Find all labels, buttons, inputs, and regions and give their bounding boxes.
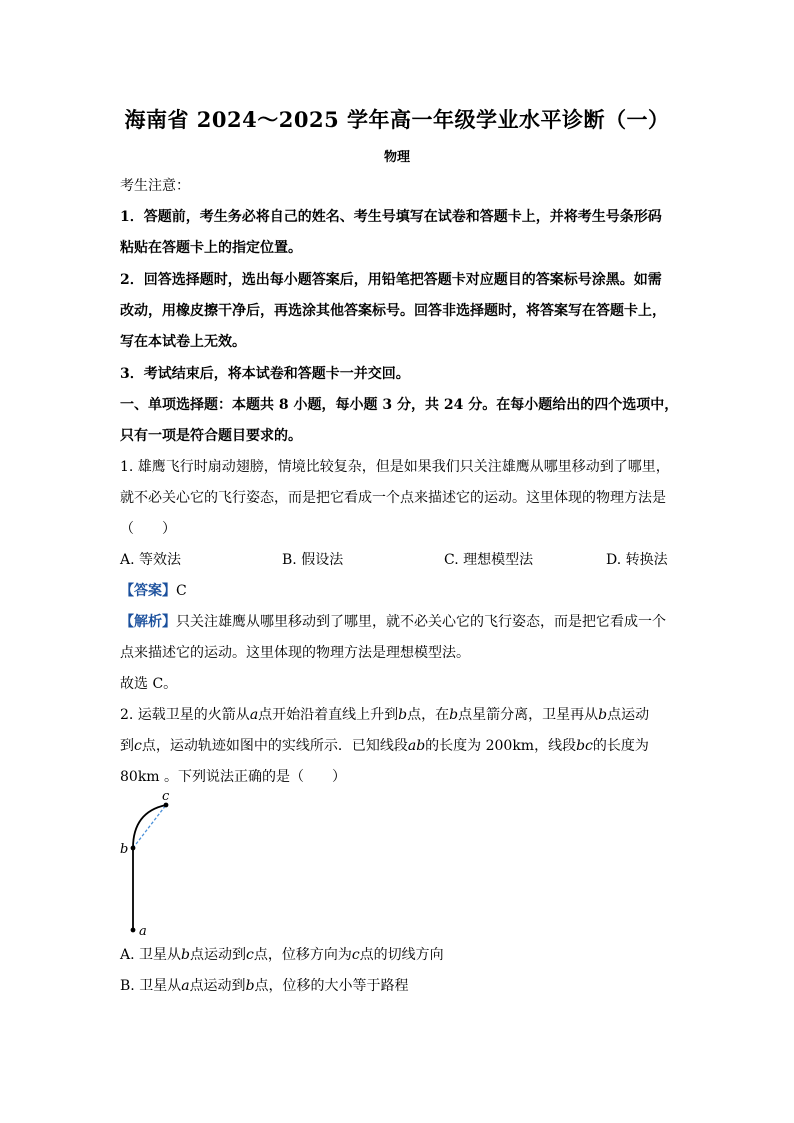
q1-stem-line-1: 1. 雄鹰飞行时扇动翅膀，情境比较复杂，但是如果我们只关注雄鹰从哪里移动到了哪里，: [120, 459, 670, 475]
q2-option-b: [120, 976, 409, 996]
text: 点开始沿着直线上升到: [258, 707, 399, 723]
notice-item-3: 3．考试结束后，将本试卷和答题卡一并交回。: [120, 366, 410, 382]
q2-stem-line-3: 80km 。下列说法正确的是（ ）: [120, 769, 347, 785]
notice-item-1-line-1: 1．答题前，考生务必将自己的姓名、考生号填写在试卷和答题卡上，并将考生号条形码: [120, 209, 662, 225]
point-label: b: [398, 707, 408, 723]
answer-tag: 【答案】: [120, 583, 176, 599]
text: 点，位移的大小等于路程: [254, 978, 409, 994]
q1-conclusion: 故选 C。: [120, 676, 178, 692]
q1-answer: [120, 581, 187, 601]
point-label: b: [181, 947, 190, 963]
notice-item-2-line-1: 2．回答选择题时，选出每小题答案后，用铅笔把答题卡对应题目的答案标号涂黑。如需: [120, 272, 662, 288]
q2-trajectory-figure: [115, 790, 185, 940]
label-c: c: [162, 790, 170, 804]
text: 点星箭分离，卫星再从: [458, 707, 599, 723]
label-b: b: [120, 842, 129, 857]
q1-option-b: B. 假设法: [282, 552, 344, 568]
q1-option-a: A. 等效法: [120, 552, 182, 568]
text: 点的切线方向: [359, 947, 444, 963]
text: 点，位移方向为: [253, 947, 352, 963]
segment-label: ab: [407, 738, 426, 754]
text: 的长度为: [592, 738, 649, 754]
q1-analysis-line-1: [120, 612, 666, 632]
point-label: b: [598, 707, 608, 723]
point-label: c: [351, 947, 360, 963]
text: 到: [120, 738, 134, 754]
text: B. 卫星从: [120, 978, 182, 994]
point-a: [131, 928, 136, 933]
analysis-tag: 【解析】: [120, 614, 176, 630]
q2-option-a: [120, 945, 444, 965]
notice-item-2-line-2: 改动，用橡皮擦干净后，再选涂其他答案标号。回答非选择题时，将答案写在答题卡上，: [120, 303, 666, 319]
text: 点，运动轨迹如图中的实线所示．已知线段: [141, 738, 408, 754]
notice-item-1-line-2: 粘贴在答题卡上的指定位置。: [120, 240, 302, 256]
q1-analysis-line-2: 点来描述它的运动。这里体现的物理方法是理想模型法。: [120, 645, 470, 661]
text: 的长度为 200km，线段: [425, 738, 577, 754]
point-label: b: [449, 707, 459, 723]
q1-stem-line-2: 就不必关心它的飞行姿态，而是把它看成一个点来描述它的运动。这里体现的物理方法是: [120, 490, 666, 506]
subject-label: 物理: [383, 150, 410, 165]
answer-value: C: [176, 583, 187, 599]
text: 点，在: [407, 707, 450, 723]
q1-option-c: C. 理想模型法: [444, 552, 534, 568]
point-b: [131, 846, 136, 851]
notice-item-2-line-3: 写在本试卷上无效。: [120, 334, 246, 350]
point-label: b: [245, 978, 255, 994]
page-title: 海南省 2024～2025 学年高一年级学业水平诊断（一）: [124, 107, 670, 132]
section-1-heading-line-2: 只有一项是符合题目要求的。: [120, 428, 302, 444]
q2-stem-line-2: [120, 736, 649, 756]
label-a: a: [139, 924, 147, 939]
analysis-text-1: 只关注雄鹰从哪里移动到了哪里，就不必关心它的飞行姿态，而是把它看成一个: [176, 614, 666, 630]
text: 点运动到: [189, 978, 246, 994]
text: A. 卫星从: [120, 947, 182, 963]
segment-label: bc: [576, 738, 593, 754]
point-label: c: [134, 738, 142, 754]
q1-option-d: D. 转换法: [606, 552, 668, 568]
text: 2. 运载卫星的火箭从: [120, 707, 250, 723]
text: 点运动到: [189, 947, 246, 963]
point-label: a: [181, 978, 190, 994]
section-1-heading-line-1: 一、单项选择题：本题共 8 小题，每小题 3 分，共 24 分。在每小题给出的四个选项中，: [120, 397, 679, 413]
point-label: c: [245, 947, 254, 963]
q2-stem-line-1: [120, 705, 649, 725]
q1-stem-line-3: （ ）: [120, 521, 176, 537]
point-label: a: [249, 707, 259, 723]
text: 点运动: [607, 707, 650, 723]
notice-heading: 考生注意：: [120, 178, 190, 194]
